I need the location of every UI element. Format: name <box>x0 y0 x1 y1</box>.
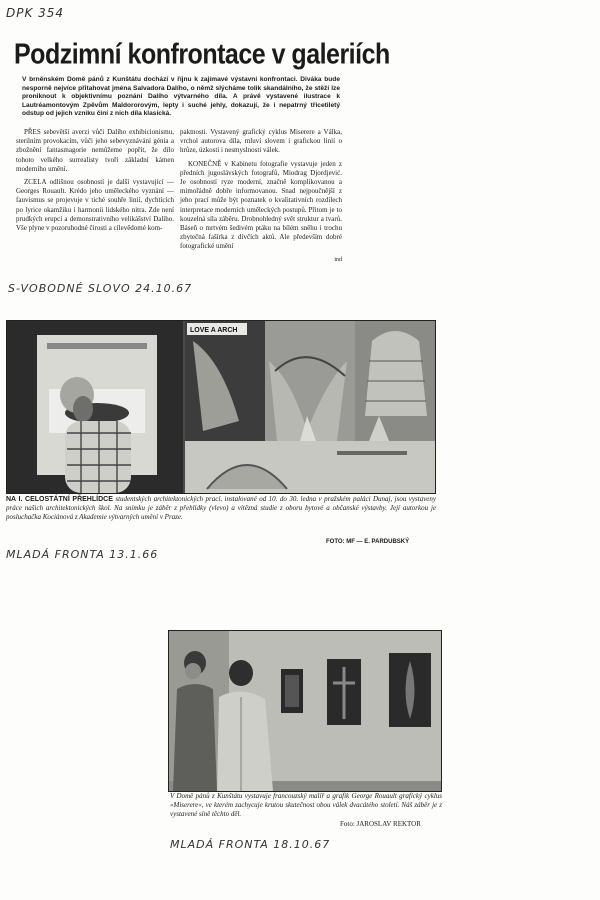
article2-source-note: MLADÁ FRONTA 13.1.66 <box>6 548 159 561</box>
article3-photo-credit: Foto: JAROSLAV REKTOR <box>340 820 421 828</box>
article2-photo-graphic <box>7 321 435 493</box>
article1-paragraph: ZCELA odlišnou osobností je další vystavující — Georges Rouault. Krédo jeho uměleckého vyznání — fauvismus se projevuje v tiché souhře linií, dychtících po lyrice okamžiku i harmonii lidského nitra. Zde není prudkých erupcí a demonstrativního velikášství Dalího. Vše plyne v pozoruhodné čirosti a cílevědomé kom- <box>16 178 174 233</box>
article1-lead: V brněnském Domě pánů z Kunštátu dochází v říjnu k zajímavé výstavní konfrontaci. Diváka bude nesporně nejvíce přitahovat jména Salvadora Dalího, o němž slýcháme tolik skandálního, že stěží lze proniknout k objektivnímu poznání Dalího výtvarného díla. A právě vystavené ilustrace k Lautréamontovým Zpěvům Maldororovým, lepty i suché jehly, dokazují, že i nepatrný třicetiletý odstup od jejich vzniku činí z nich díla klasická. <box>22 76 340 118</box>
article3-source-note: MLADÁ FRONTA 18.10.67 <box>170 838 331 851</box>
article2-caption-lead: NA I. CELOSTÁTNÍ PŘEHLÍDCE <box>6 496 113 503</box>
article2-photo-credit: FOTO: MF — E. PARDUBSKÝ <box>326 539 410 545</box>
article3-caption: V Domě pánů z Kunštátu vystavuje francouzský malíř a grafik George Rouault grafický cyklus »Miserere«, ve kterém zachycuje krutou skutečnost obou válek dvacátého století. Náš záběr je z vystavené síně těchto děl. <box>170 792 442 818</box>
article1-column-1 <box>16 128 174 237</box>
archive-reference: DPK 354 <box>6 6 65 20</box>
article1-paragraph: PŘES sebevětší averzi vůči Dalího exhibicionismu, sterilním provokacím, vůči jeho sebevyznávání génia a zbožnění fantasmagorie nemůžeme popřít, že dílo tohoto velkého surrealisty tvoří základní kámen moderního umění. <box>16 128 174 173</box>
article2-photo <box>6 320 436 494</box>
article2-caption-block <box>6 495 436 522</box>
article2-caption: studentských architektonických prací, instalované od 10. do 30. ledna v pražském paláci Dunaj, jsou vystaveny práce našich architektonických škol. Na snímku je záběr z přehlídky (vlevo) a vítězná studie z oboru bytové a občanské výstavby. Její autorkou je posluchačka Kociánová z Akademie výtvarných umění v Praze. <box>6 495 437 521</box>
article1-source-note: S-VOBODNÉ SLOVO 24.10.67 <box>8 282 193 295</box>
article1-author: ind <box>334 256 342 263</box>
article1-paragraph: paktnosti. Vystavený grafický cyklus Miserere a Válka, vrchol autorova díla, mluví slovem i grafickou linií o hrůze, úzkosti i nesmyslnosti válek. <box>180 128 342 155</box>
article3-photo-graphic <box>169 631 441 791</box>
article1-paragraph: KONEČNĚ v Kabinetu fotografie vystavuje jeden z předních jugoslávských fotografů, Miodrag Djordjević. Je osobností ryze moderní, značně komplikovanou a mimořádně dobře informovanou. Snad nejpoučnější z jeho prací může být poznatek o kvalitativních rozdílech interpretace moderních uměleckých postupů. Přitom je to kouzelná síla záběru. Drobnohledný svět struktur a tvarů. Báseň o mrtvém šedivém ptáku na bílém sněhu i trochu zbytečná fašírka z dívčích aktů. Ale především dobré fotografické umění <box>180 159 342 251</box>
article1-column-2 <box>180 128 342 265</box>
article3-photo <box>168 630 442 792</box>
article1-headline: Podzimní konfrontace v galeriích <box>14 38 390 71</box>
article2-poster-text: LOVE A ARCH <box>190 327 238 334</box>
